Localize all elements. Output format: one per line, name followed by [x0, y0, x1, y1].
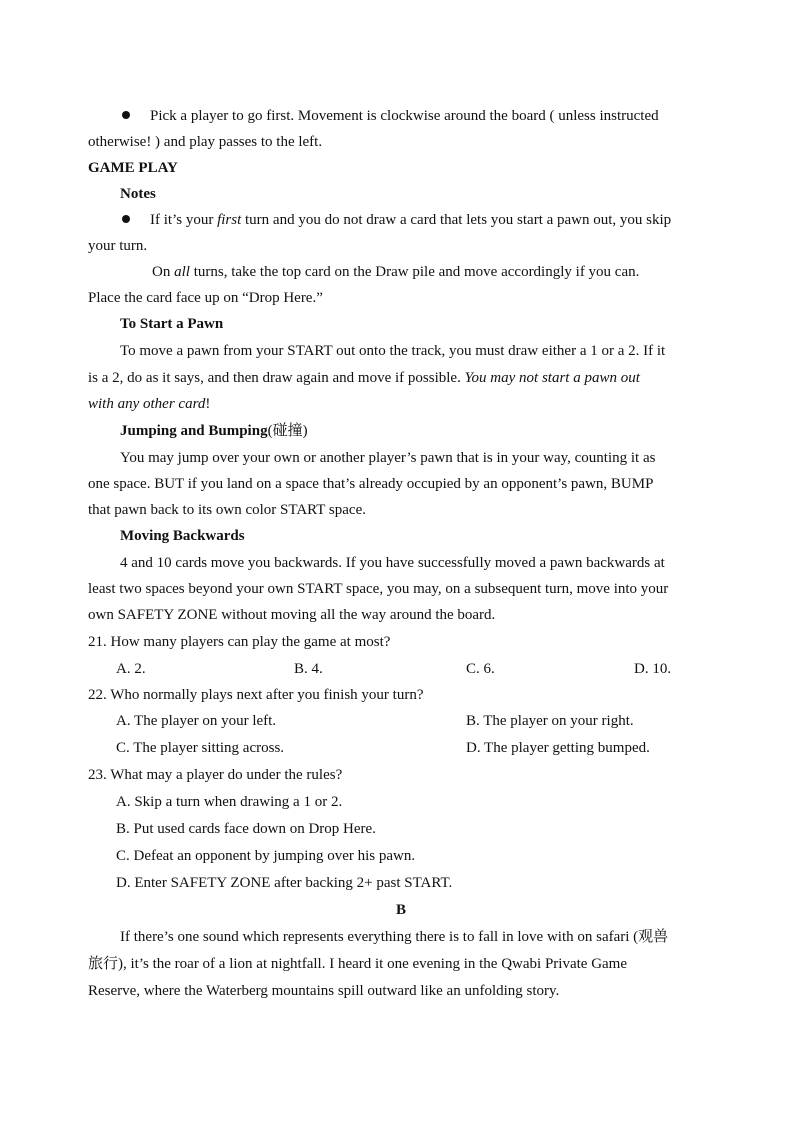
section-heading: GAME PLAY	[88, 160, 178, 176]
backwards-line: own SAFETY ZONE without moving all the way around the board.	[88, 607, 496, 623]
option-d[interactable]: D. 10.	[634, 661, 672, 677]
option-a[interactable]: A. Skip a turn when drawing a 1 or 2.	[116, 794, 343, 810]
subheading-backwards: Moving Backwards	[120, 528, 245, 544]
question-text: What may a player do under the rules?	[110, 767, 343, 783]
text: is a 2, do as it says, and then draw again and move if possible.	[88, 370, 465, 386]
text: turns, take the top card on the Draw pile and move accordingly if you can.	[189, 264, 640, 280]
start-pawn-line	[88, 395, 210, 413]
backwards-line: least two spaces beyond your own START space, you may, on a subsequent turn, move into your	[88, 581, 669, 597]
notes-bullet-line: your turn.	[88, 238, 148, 254]
subheading-jumping	[120, 422, 308, 440]
option-c[interactable]: C. 6.	[466, 661, 495, 677]
bullet-text: Pick a player to go first. Movement is clockwise around the board ( unless instructed	[150, 108, 659, 124]
option-b[interactable]: B. The player on your right.	[466, 713, 634, 729]
start-pawn-line: To move a pawn from your START out onto the track, you must draw either a 1 or a 2. If it	[120, 343, 666, 359]
text: If it’s your	[150, 212, 218, 228]
bullet-icon	[122, 111, 130, 119]
option-a[interactable]: A. 2.	[116, 661, 146, 677]
emphasis: first	[217, 212, 242, 228]
heading-cn: (碰撞)	[267, 423, 308, 439]
question-21	[88, 633, 390, 651]
jumping-line: that pawn back to its own color START space.	[88, 502, 366, 518]
option-a[interactable]: A. The player on your left.	[116, 713, 277, 729]
bullet-paragraph-line: otherwise! ) and play passes to the left.	[88, 134, 323, 150]
option-b[interactable]: B. Put used cards face down on Drop Here.	[116, 821, 376, 837]
start-pawn-line	[88, 369, 640, 387]
passage-b-line: 旅行), it’s the roar of a lion at nightfall. I heard it one evening in the Qwabi Private Game	[88, 956, 628, 972]
option-d[interactable]: D. Enter SAFETY ZONE after backing 2+ past START.	[116, 875, 453, 891]
question-23	[88, 766, 342, 784]
backwards-line: 4 and 10 cards move you backwards. If you have successfully moved a pawn backwards at	[120, 555, 665, 571]
bullet-line-wrap	[122, 107, 659, 125]
question-number: 22.	[88, 687, 107, 703]
passage-b-line: Reserve, where the Waterberg mountains spill outward like an unfolding story.	[88, 983, 560, 999]
bullet-icon	[122, 215, 130, 223]
option-c[interactable]: C. The player sitting across.	[116, 740, 285, 756]
subheading-notes: Notes	[120, 186, 156, 202]
question-number: 23.	[88, 767, 107, 783]
text: !	[205, 396, 211, 412]
jumping-line: one space. BUT if you land on a space that’s already occupied by an opponent’s pawn, BUMP	[88, 476, 654, 492]
emphasis: with any other card	[88, 396, 206, 412]
question-22	[88, 686, 424, 704]
option-c[interactable]: C. Defeat an opponent by jumping over his pawn.	[116, 848, 416, 864]
section-b-label: B	[396, 902, 407, 918]
option-b[interactable]: B. 4.	[294, 661, 323, 677]
text: On	[152, 264, 175, 280]
question-text: Who normally plays next after you finish your turn?	[110, 687, 424, 703]
text: turn and you do not draw a card that lets you start a pawn out, you skip	[241, 212, 672, 228]
passage-b-line: If there’s one sound which represents everything there is to fall in love with on safari (观兽	[120, 929, 669, 945]
bullet-paragraph-line	[122, 107, 715, 125]
notes-bullet-line	[122, 211, 671, 229]
option-d[interactable]: D. The player getting bumped.	[466, 740, 650, 756]
all-turns-line	[152, 263, 639, 281]
question-text: How many players can play the game at most?	[110, 634, 391, 650]
heading-text: Jumping and Bumping	[120, 423, 268, 439]
all-turns-line: Place the card face up on “Drop Here.”	[88, 290, 323, 306]
subheading-start-pawn: To Start a Pawn	[120, 316, 224, 332]
emphasis: all	[174, 264, 190, 280]
jumping-line: You may jump over your own or another player’s pawn that is in your way, counting it as	[120, 450, 656, 466]
emphasis: You may not start a pawn out	[464, 370, 640, 386]
question-number: 21.	[88, 634, 107, 650]
